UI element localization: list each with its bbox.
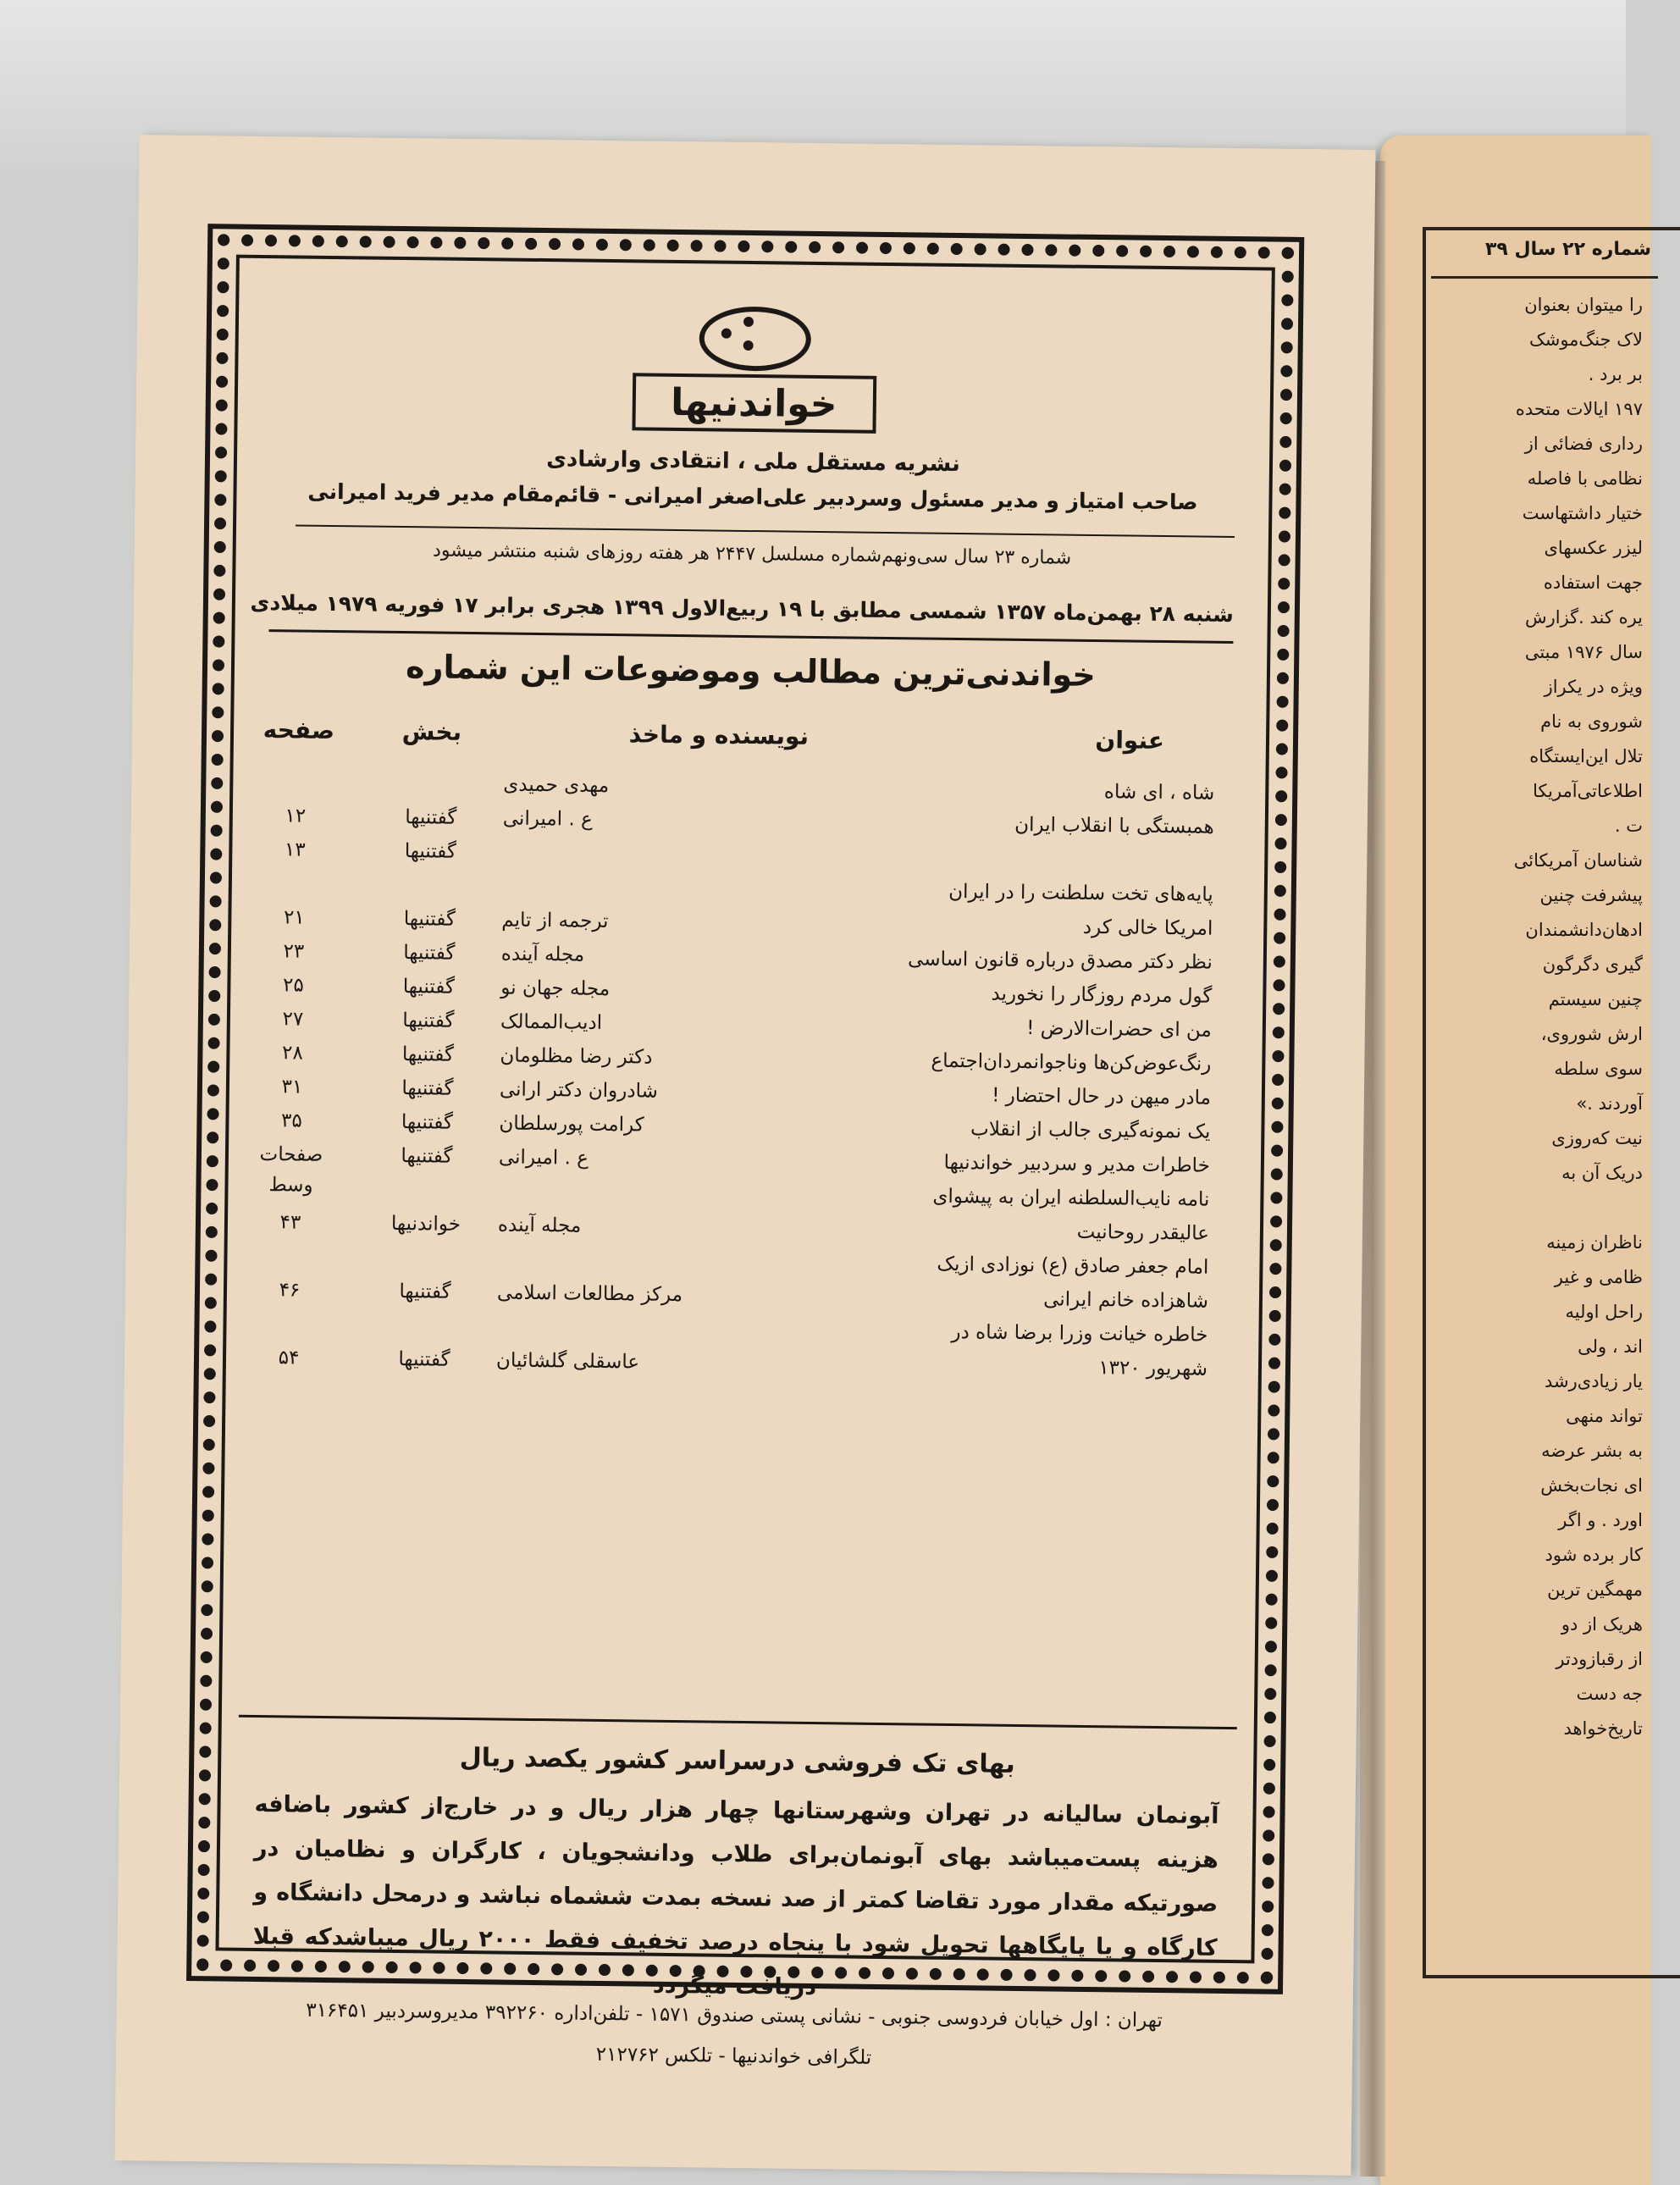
logo-wordmark: خواندنیها bbox=[632, 373, 876, 434]
toc-item-author: ترجمه از تایم bbox=[501, 909, 609, 933]
toc-table bbox=[260, 766, 1232, 1388]
adjacent-page-line: بر برد . bbox=[1588, 364, 1643, 384]
toc-item-title: یک نمونه‌گیری جالب از انقلاب bbox=[970, 1118, 1211, 1143]
address-line: تهران : اول خیابان فردوسی جنوبی - نشانی پستی صندوق ۱۵۷۱ - تلفن‌اداره ۳۹۲۲۶۰ مدیروسردبیر ۳۱۶۴۵۱ bbox=[306, 1999, 1163, 2033]
toc-item-author: ادیب‌الممالک bbox=[500, 1010, 603, 1034]
adjacent-page-line: لاک جنگ‌موشک bbox=[1528, 329, 1643, 350]
toc-item-title: نظر دکتر مصدق درباره قانون اساسی bbox=[907, 948, 1213, 974]
issue-date: شنبه ۲۸ بهمن‌ماه ۱۳۵۷ شمسی مطابق با ۱۹ ربیع‌الاول ۱۳۹۹ هجری برابر ۱۷ فوریه ۱۹۷۹ میلادی bbox=[250, 589, 1235, 627]
toc-item-section: گفتنیها bbox=[398, 1348, 450, 1371]
toc-header-title: عنوان bbox=[1095, 726, 1165, 755]
toc-header-author: نویسنده و ماخذ bbox=[628, 720, 810, 750]
toc-item-title: شاه ، ای شاه bbox=[1103, 781, 1215, 805]
toc-item-title: پایه‌های تخت سلطنت را در ایران bbox=[948, 880, 1213, 906]
adjacent-page-line: ۱۹۷ ایالات متحده bbox=[1515, 399, 1643, 419]
toc-item-section: گفتنیها bbox=[403, 942, 456, 965]
telegraph-line: تلگرافی خواندنیها - تلکس ۲۱۲۷۶۲ bbox=[595, 2043, 872, 2069]
toc-item-author: مجله جهان نو bbox=[500, 976, 611, 1001]
toc-item-section: گفتنیها bbox=[403, 908, 456, 931]
adjacent-page-line: اطلاعاتی‌آمریکا bbox=[1533, 781, 1643, 801]
adjacent-page-line: نظامی با فاصله bbox=[1527, 468, 1643, 489]
toc-item-section: خواندنیها bbox=[390, 1212, 461, 1236]
adjacent-page-line: هریک از دو bbox=[1561, 1614, 1643, 1635]
logo-emblem-icon bbox=[699, 306, 811, 372]
toc-header-row bbox=[262, 716, 1232, 761]
price-line: بهای تک فروشی درسراسر کشور یکصد ریال bbox=[459, 1742, 1015, 1779]
toc-item-author: مهدی حمیدی bbox=[503, 773, 610, 798]
adjacent-page-line: ویژه در یکراز bbox=[1544, 677, 1643, 697]
toc-item-title: همبستگی با انقلاب ایران bbox=[1014, 813, 1214, 838]
toc-item-title: خاطره خیانت وزرا برضا شاه در bbox=[951, 1320, 1208, 1347]
issue-info: شماره ۲۳ سال سی‌ونهم‌شماره مسلسل ۲۴۴۷ هر هفته روزهای شنبه منتشر میشود bbox=[432, 539, 1072, 569]
toc-item-author: کرامت پورسلطان bbox=[499, 1112, 644, 1137]
adjacent-page-line: پیشرفت چنین bbox=[1539, 885, 1643, 905]
toc-item-section: گفتنیها bbox=[401, 1077, 454, 1100]
page-content bbox=[250, 292, 1237, 2069]
adjacent-page-line: سوی سلطه bbox=[1554, 1059, 1643, 1079]
adjacent-page-line: مهمگین ترین bbox=[1547, 1579, 1643, 1600]
toc-item-page: ۲۸ bbox=[281, 1042, 303, 1065]
adjacent-page-line: شوروی به نام bbox=[1540, 711, 1643, 732]
toc-header-page: صفحه bbox=[262, 716, 335, 745]
toc-item-author: شادروان دکتر ارانی bbox=[499, 1078, 658, 1103]
toc-item-section: گفتنیها bbox=[404, 840, 457, 863]
toc-item-page: ۳۱ bbox=[281, 1076, 303, 1098]
adjacent-page-line: شناسان آمریکائی bbox=[1513, 850, 1643, 871]
toc-item-title: رنگ‌عوض‌کن‌ها وناجوانمردان‌اجتماع bbox=[931, 1049, 1212, 1076]
adjacent-page-line: از رقبازودتر bbox=[1556, 1649, 1643, 1669]
toc-item-page: ۲۳ bbox=[283, 940, 305, 963]
toc-item-title: نامه نایب‌السلطنه ایران به پیشوای bbox=[932, 1185, 1210, 1211]
adjacent-page-line: ناظران زمینه bbox=[1546, 1232, 1643, 1253]
toc-item-author: ع . امیرانی bbox=[498, 1146, 589, 1170]
adjacent-page-line: ادهان‌دانشمندان bbox=[1525, 920, 1643, 940]
adjacent-page-line: اند ، ولی bbox=[1578, 1336, 1643, 1357]
toc-item-page: ۲۱ bbox=[283, 906, 305, 929]
toc-item-author: مجله آینده bbox=[500, 943, 585, 966]
toc-item-title: امریکا خالی کرد bbox=[1082, 915, 1213, 940]
adjacent-page-line bbox=[1431, 1191, 1643, 1225]
adjacent-page-header: شماره ۲۲ سال ۳۹ bbox=[1431, 239, 1658, 279]
toc-item-title: مادر میهن در حال احتضار ! bbox=[992, 1084, 1212, 1109]
toc-item-page: ۱۲ bbox=[285, 805, 307, 827]
address-block bbox=[251, 1989, 1217, 2083]
decorative-border bbox=[186, 224, 1304, 2069]
adjacent-page-line: ت . bbox=[1614, 816, 1643, 836]
adjacent-page-line: جهت استفاده bbox=[1543, 573, 1643, 593]
toc-item-page: ۳۵ bbox=[280, 1109, 302, 1132]
magazine-page bbox=[114, 135, 1375, 2176]
adjacent-page-line: جه دست bbox=[1576, 1684, 1643, 1704]
adjacent-page-line: ختیار داشتهاست bbox=[1522, 503, 1643, 523]
toc-item-page: ۴۶ bbox=[279, 1279, 301, 1302]
toc-item-section: گفتنیها bbox=[402, 1010, 455, 1032]
adjacent-page-line: دریک آن به bbox=[1561, 1163, 1643, 1183]
toc-item-author: عاسقلی گلشائیان bbox=[495, 1349, 640, 1374]
adjacent-page-line: یار زیادی‌رشد bbox=[1545, 1371, 1643, 1391]
toc-item-page: ۲۷ bbox=[282, 1008, 304, 1031]
adjacent-page-line: گیری دگرگون bbox=[1542, 954, 1643, 975]
toc-item-author: مجله آینده bbox=[497, 1214, 582, 1237]
toc-item-author: مرکز مطالعات اسلامی bbox=[496, 1281, 683, 1307]
adjacent-page-line: ارش شوروی، bbox=[1540, 1024, 1643, 1044]
toc-item-section bbox=[385, 768, 478, 769]
toc-item-title: خاطرات مدیر و سردبیر خواندنیها bbox=[943, 1151, 1211, 1177]
divider bbox=[269, 629, 1234, 644]
adjacent-page-line: رداری فضائی از bbox=[1524, 434, 1643, 454]
adjacent-page-line: نیت که‌روزی bbox=[1551, 1128, 1643, 1148]
toc-item-title: عالیقدر روحانیت bbox=[1076, 1220, 1210, 1245]
masthead-logo bbox=[627, 305, 882, 435]
toc-item-section bbox=[379, 1310, 472, 1311]
adjacent-page-line: تاریخ‌خواهد bbox=[1563, 1718, 1643, 1739]
adjacent-page-line: به بشر عرضه bbox=[1541, 1441, 1643, 1461]
toc-item-section: گفتنیها bbox=[401, 1111, 454, 1134]
adjacent-page-line: را میتوان بعنوان bbox=[1524, 295, 1643, 315]
adjacent-page-line: چنین سیستم bbox=[1548, 989, 1643, 1010]
divider bbox=[296, 524, 1235, 538]
adjacent-page bbox=[1380, 136, 1651, 2185]
adjacent-page-line: اورد . و اگر bbox=[1558, 1510, 1643, 1530]
adjacent-page-line: لیزر عکسهای bbox=[1544, 538, 1643, 558]
toc-item-title: امام جعفر صادق (ع) نوزادی ازیک bbox=[937, 1253, 1209, 1279]
masthead-owner: صاحب امتیاز و مدیر مسئول وسردبیر علی‌اصغر امیرانی - قائم‌مقام مدیر فرید امیرانی bbox=[307, 478, 1198, 515]
toc-item-title: گول مردم روزگار را نخورید bbox=[991, 982, 1213, 1008]
adjacent-page-line: تواند منهی bbox=[1566, 1406, 1643, 1426]
inner-border bbox=[215, 255, 1274, 2069]
toc-title: خواندنی‌ترین مطالب وموضوعات این شماره bbox=[405, 648, 1097, 694]
toc-item-section: گفتنیها bbox=[405, 806, 457, 829]
toc-item-page: ۲۵ bbox=[282, 974, 304, 997]
toc-item-author: ع . امیرانی bbox=[502, 807, 593, 831]
toc-header-section: بخش bbox=[401, 717, 462, 746]
toc-item-section: گفتنیها bbox=[401, 1145, 453, 1168]
toc-item-section: گفتنیها bbox=[401, 1043, 455, 1066]
toc-item-section: گفتنیها bbox=[402, 976, 456, 998]
toc-item-page: ۱۳ bbox=[284, 838, 306, 861]
masthead-subtitle: نشریه مستقل ملی ، انتقادی وارشادی bbox=[546, 446, 960, 478]
toc-item-page: ۵۴ bbox=[278, 1347, 300, 1369]
toc-item-section bbox=[384, 870, 477, 871]
adjacent-page-line: ای نجات‌بخش bbox=[1540, 1475, 1643, 1496]
divider bbox=[239, 1715, 1237, 1729]
adjacent-page-line: کار برده شود bbox=[1545, 1545, 1643, 1565]
toc-item-section: گفتنیها bbox=[399, 1281, 451, 1303]
subscription-text: آبونمان سالیانه در تهران وشهرستانها چهار هزار ریال و در خارج‌از کشور باضافه هزینه پست‌میباشد بهای آبونمان‌برای طلاب ودانشجویان ، کارگران و نظامیان در صورتیکه مقدار مورد تقاضا کمتر از صد نسخه بمدت ششماه نباشد و درمحل دانشگاه و کارگاه و یا پایگاهها تحویل شود با پنجاه درصد تخفیف فقط ۲۰۰۰ ریال میباشدکه قبلا دریافت میگردد bbox=[252, 1790, 1219, 2001]
toc-item-title: شاهزاده خانم ایرانی bbox=[1043, 1288, 1209, 1313]
toc-item-title: شهریور ۱۳۲۰ bbox=[1098, 1357, 1208, 1380]
adjacent-page-line: راحل اولیه bbox=[1565, 1302, 1643, 1322]
adjacent-page-line: یره کند .گزارش bbox=[1524, 607, 1643, 628]
toc-item-page bbox=[241, 766, 351, 768]
toc-item-author: دکتر رضا مظلومان bbox=[500, 1044, 653, 1069]
adjacent-page-line: آوردند .» bbox=[1576, 1093, 1643, 1114]
toc-item-section bbox=[379, 1242, 472, 1243]
toc-item-page: ۴۳ bbox=[279, 1211, 301, 1234]
adjacent-page-line: ظامی و غیر bbox=[1554, 1267, 1643, 1287]
toc-item-title: من ای حضرات‌الارض ! bbox=[1025, 1017, 1212, 1042]
adjacent-page-line: سال ۱۹۷۶ مبتی bbox=[1524, 642, 1643, 662]
adjacent-page-text bbox=[1431, 288, 1643, 1746]
adjacent-page-line: تلال این‌ایستگاه bbox=[1529, 746, 1643, 766]
toc-item-page: صفحات وسط bbox=[259, 1142, 323, 1197]
